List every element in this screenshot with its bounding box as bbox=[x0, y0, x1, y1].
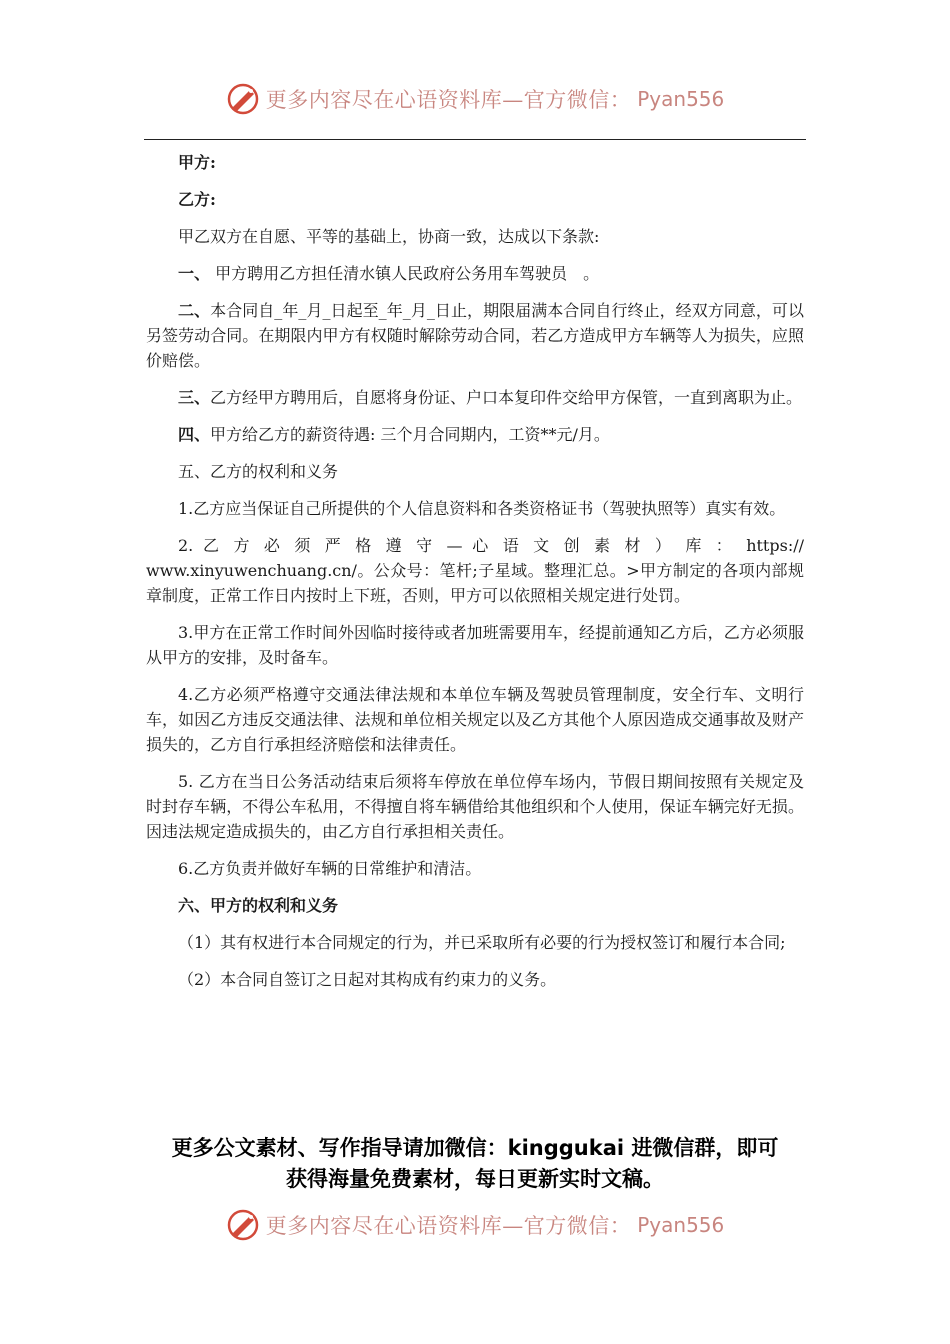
intro-paragraph: 甲乙双方在自愿、平等的基础上，协商一致，达成以下条款: bbox=[178, 227, 600, 246]
party-b-label: 乙方: bbox=[178, 190, 216, 209]
promo-notice bbox=[130, 1133, 820, 1195]
clause-1 bbox=[146, 261, 804, 286]
contract-body bbox=[146, 150, 804, 1004]
header-banner-id: Pyan556 bbox=[637, 87, 725, 111]
obligation-item-5: 5. 乙方在当日公务活动结束后须将车停放在单位停车场内，节假日期间按照有关规定及时封存车辆，不得公车私用，不得擅自将车辆借给其他组织和个人使用，保证车辆完好无损。因违法规定造成损失的，由乙方自行承担相关责任。 bbox=[146, 772, 804, 841]
footer-banner-id: Pyan556 bbox=[637, 1213, 725, 1237]
clause-3 bbox=[146, 385, 804, 410]
clause-1-number: 一、 bbox=[178, 264, 211, 283]
header-banner bbox=[0, 82, 950, 116]
clause-6-title: 六、甲方的权利和义务 bbox=[178, 896, 339, 915]
obligation-item-2 bbox=[146, 533, 804, 608]
promo-line-1: 更多公文素材、写作指导请加微信：kinggukai 进微信群，即可 bbox=[171, 1136, 779, 1160]
party-a-item-2: （2）本合同自签订之日起对其构成有约束力的义务。 bbox=[178, 970, 557, 989]
clause-4-number: 四、 bbox=[178, 425, 211, 444]
promo-line-2: 获得海量免费素材，每日更新实时文稿。 bbox=[286, 1167, 664, 1191]
clause-5-title: 五、乙方的权利和义务 bbox=[178, 462, 339, 481]
clause-1-text: 甲方聘用乙方担任清水镇人民政府公务用车驾驶员 。 bbox=[210, 264, 600, 283]
clause-2-number: 二、 bbox=[178, 301, 211, 320]
pen-logo-icon bbox=[226, 1208, 260, 1242]
pen-logo-icon bbox=[226, 82, 260, 116]
obligation-item-4: 4.乙方必须严格遵守交通法律法规和本单位车辆及驾驶员管理制度，安全行车、文明行车，如因乙方违反交通法律、法规和单位相关规定以及乙方其他个人原因造成交通事故及财产损失的，乙方自行承担经济赔偿和法律责任。 bbox=[146, 685, 804, 754]
clause-2-text: 本合同自_年_月_日起至_年_月_日止，期限届满本合同自行终止，经双方同意，可以另签劳动合同。在期限内甲方有权随时解除劳动合同，若乙方造成甲方车辆等人为损失，应照价赔偿。 bbox=[146, 301, 804, 370]
footer-banner-text: 更多内容尽在心语资料库—官方微信： bbox=[265, 1214, 632, 1238]
obligation-item-1: 1.乙方应当保证自己所提供的个人信息资料和各类资格证书（驾驶执照等）真实有效。 bbox=[178, 499, 786, 518]
obligation-item-6: 6.乙方负责并做好车辆的日常维护和清洁。 bbox=[178, 859, 482, 878]
party-a-item-1: （1）其有权进行本合同规定的行为，并已采取所有必要的行为授权签订和履行本合同; bbox=[178, 933, 786, 952]
header-banner-text: 更多内容尽在心语资料库—官方微信： bbox=[265, 88, 632, 112]
clause-4-text: 甲方给乙方的薪资待遇: 三个月合同期内，工资**元/月。 bbox=[210, 425, 610, 444]
obligation-item-2-line1: 2. 乙 方 必 须 严 格 遵 守 — 心 语 文 创 素 材 ） 库 ： https:// bbox=[178, 536, 804, 555]
clause-2 bbox=[146, 298, 804, 373]
clause-3-number: 三、 bbox=[178, 388, 211, 407]
header-divider bbox=[144, 139, 806, 140]
obligation-item-3: 3.甲方在正常工作时间外因临时接待或者加班需要用车，经提前通知乙方后，乙方必须服从甲方的安排，及时备车。 bbox=[146, 623, 804, 667]
clause-3-text: 乙方经甲方聘用后，自愿将身份证、户口本复印件交给甲方保管，一直到离职为止。 bbox=[210, 388, 803, 407]
obligation-item-2-line2: www.xinyuwenchuang.cn/。公众号：笔杆;子星域。整理汇总。>甲方制定的各项内部规章制度，正常工作日内按时上下班，否则，甲方可以依照相关规定进行处罚。 bbox=[146, 561, 804, 605]
party-a-label: 甲方: bbox=[178, 153, 216, 172]
clause-4 bbox=[146, 422, 804, 447]
footer-banner bbox=[0, 1208, 950, 1242]
